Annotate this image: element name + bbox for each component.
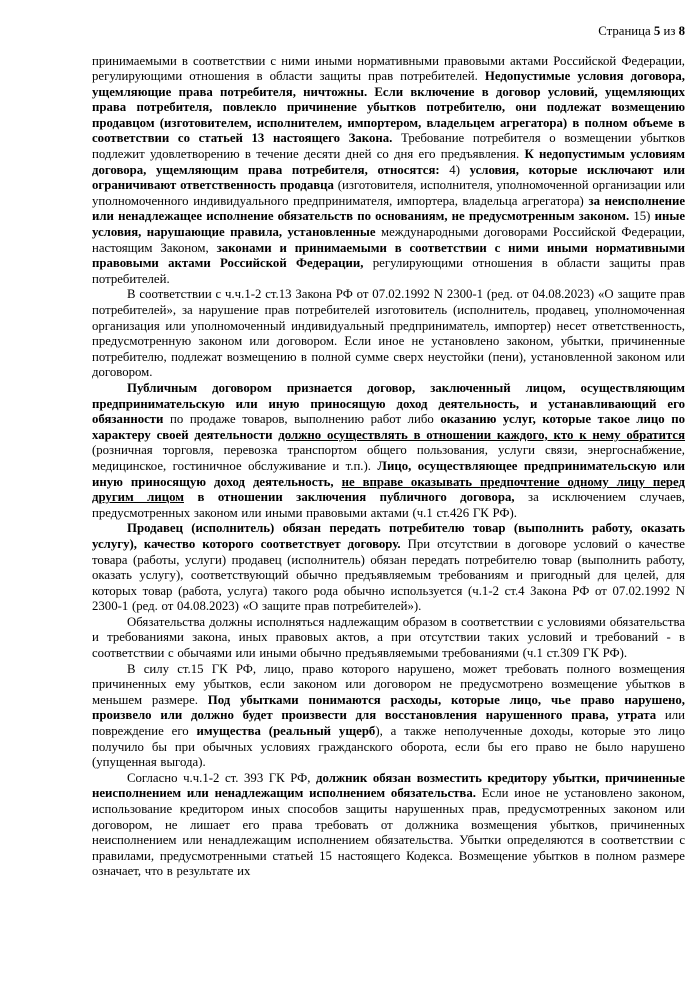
text-run-bold: Публичным договором признается договор, заключенный лицом, осуществляющим предпринимательскую или иную приносящую доход деятельность, и устанавливающий его обязанности — [92, 380, 685, 427]
text-run: При отсутствии в договоре условий о качестве товара (работы, услуги) продавец (исполнитель) обязан передать потребителю товар (выполнить работу, оказать услугу), соответствующий обычно предъявляемым требованиям и пригодный для целей, для которых товар (работа, услуга) такого рода обычно используется (ч.1-2 ст.4 Закона РФ от 07.02.1992 N 2300-1 (ред. от 04.08.2023) «О защите прав потребителей»). — [92, 536, 685, 614]
text-run: В силу ст.15 ГК РФ, лицо, право которого нарушено, может требовать полного возмещения причиненных ему убытков, если законом или договором не предусмотрено возмещение убытков в меньшем размере. — [92, 661, 685, 707]
text-run: (розничная торговля, перевозка транспортом общего пользования, услуги связи, энергоснабжение, медицинское, гостиничное обслуживание и т.п.). — [92, 443, 685, 473]
page-number — [598, 24, 685, 38]
text-run: В соответствии с ч.ч.1-2 ст.13 Закона РФ от 07.02.1992 N 2300-1 (ред. от 04.08.2023) «О защите прав потребителей», за нарушение прав потребителей изготовитель (исполнитель, продавец, уполномоченная организация или уполномоченный индивидуальный предприниматель, импортер) несет ответственность, предусмотренную законом или договором. Если иное не установлено законом, убытки, причиненные потребителю, подлежат возмещению в полной сумме сверх неустойки (пени), установленной законом или договором. — [92, 287, 685, 380]
paragraph — [92, 54, 685, 288]
text-run-bold: Под убытками понимаются расходы, которые лицо, чье право нарушено, произвело или должно будет произвести для восстановления нарушенного права, утрата — [92, 692, 685, 723]
text-run: или повреждение его — [92, 708, 685, 739]
text-run: принимаемыми в соответствии с ними иными нормативными правовыми актами Российской Федерации, регулирующими отношения в области защиты прав потребителей. — [92, 53, 685, 84]
text-run-bold: Недопустимые условия договора, ущемляющие права потребителя, ничтожны. Если включение в договор условий, ущемляющих права потребителя, повлекло причинение убытков потребителю, они подлежат возмещению продавцом (изготовителем, исполнителем, импортером, владельцем агрегатора) в полном объеме в соответствии со статьей 13 настоящего Закона. — [92, 69, 685, 146]
page-header — [92, 24, 685, 40]
paragraph — [92, 662, 685, 771]
text-run-bold: Продавец (исполнитель) обязан передать потребителю товар (выполнить работу, оказать услугу), качество которого соответствует договору. — [92, 521, 685, 551]
text-run-bold: 5 — [653, 24, 661, 38]
paragraph — [92, 771, 685, 880]
text-run: международными договорами Российской Федерации, настоящим Законом, — [92, 225, 685, 255]
paragraph — [92, 287, 685, 381]
text-run-bold: должник обязан возместить кредитору убытки, причиненные неисполнением или ненадлежащим исполнением обязательства. — [92, 770, 685, 801]
text-run-bold: в отношении заключения публичного договора, — [183, 490, 529, 505]
text-run-bold: законами и принимаемыми в соответствии с ними иными нормативными правовыми актами Российской Федерации, — [92, 240, 685, 271]
text-run: 15) — [633, 209, 655, 224]
text-run-bold: условия, которые исключают или ограничивают ответственность продавца — [92, 162, 685, 193]
text-run: ), а также неполученные доходы, которые это лицо получило бы при обычных условиях гражданского оборота, если бы его право не было нарушено (упущенная выгода). — [92, 724, 686, 770]
text-run: по продаже товаров, выполнению работ либо — [170, 412, 441, 427]
text-run: из — [660, 24, 679, 38]
text-run-bold: К недопустимым условиям договора, ущемляющим права потребителя, относятся: — [92, 147, 685, 177]
text-run-bold: оказанию услуг, которые такое лицо по характеру своей деятельности — [92, 412, 685, 442]
text-run-bold-underline: должно осуществлять в отношении каждого, кто к нему обратится — [278, 427, 686, 442]
paragraph — [92, 381, 685, 521]
text-run: (изготовителя, исполнителя, уполномоченной организации или уполномоченного индивидуального предпринимателя, импортера, владельца агрегатора) — [92, 178, 685, 208]
text-run: Согласно ч.ч.1-2 ст. 393 ГК РФ, — [127, 770, 317, 785]
document-body — [92, 54, 685, 880]
text-run-bold-underline: не вправе оказывать предпочтение одному лицу перед другим лицом — [92, 474, 685, 505]
paragraph — [92, 615, 685, 662]
text-run: регулирующими отношения в области защиты прав потребителей. — [92, 256, 685, 286]
text-run: Требование потребителя о возмещении убытков подлежит удовлетворению в течение десяти дней со дня его предъявления. — [92, 131, 685, 162]
text-run-bold: 8 — [678, 24, 685, 38]
paragraph — [92, 521, 685, 615]
text-run: 4) — [449, 162, 470, 177]
text-run: Страница — [598, 24, 654, 38]
text-run-bold: иные условия, нарушающие правила, установленные — [92, 209, 685, 240]
text-run-bold: имущества (реальный ущерб — [196, 724, 376, 739]
text-run: Если иное не установлено законом, использование кредитором иных способов защиты нарушенных прав, предусмотренных законом или договором, не лишает его права требовать от должника возмещения убытков, причиненных неисполнением или ненадлежащим исполнением обязательства. Убытки определяются в соответствии с правилами, предусмотренными статьей 15 настоящего Кодекса. Возмещение убытков в полном размере означает, что в результате их — [92, 786, 686, 879]
text-run-bold: Лицо, осуществляющее предпринимательскую или иную приносящую доход деятельность, — [92, 458, 685, 489]
text-run: Обязательства должны исполняться надлежащим образом в соответствии с условиями обязательства и требованиями закона, иных правовых актов, а при отсутствии таких условий и требований - в соответствии с обычаями или иными обычно предъявляемыми требованиями (ч.1 ст.309 ГК РФ). — [92, 614, 685, 661]
text-run-bold: за неисполнение или ненадлежащее исполнение обязательств по основаниям, не предусмотренным законом. — [92, 193, 685, 224]
text-run: за исключением случаев, предусмотренных законом или иными правовыми актами (ч.1 ст.426 ГК РФ). — [92, 490, 685, 520]
